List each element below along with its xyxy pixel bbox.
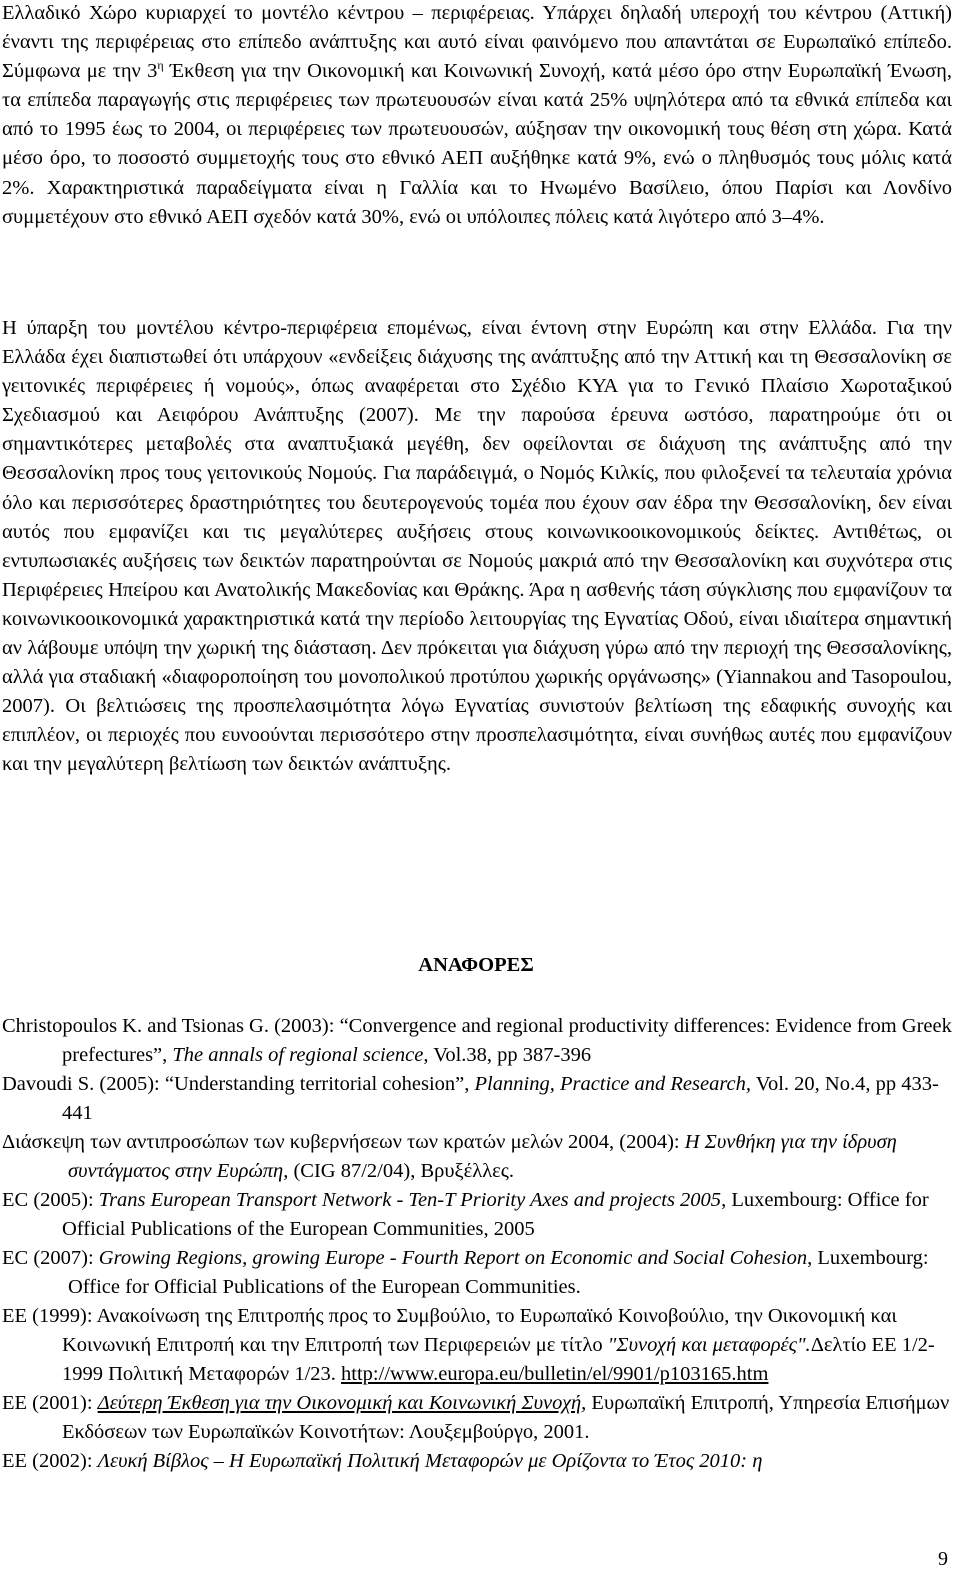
ref-text: EC (2007): xyxy=(2,1247,99,1269)
references-heading: ΑΝΑΦΟΡΕΣ xyxy=(418,954,534,976)
reference-link[interactable]: http://www.europa.eu/bulletin/el/9901/p103165.htm xyxy=(341,1363,769,1385)
ref-text: ΕΕ (2002): xyxy=(2,1450,98,1472)
ref-title: Trans European Transport Network - Ten-T Priority Axes and projects 2005 xyxy=(98,1189,722,1211)
reference-item xyxy=(2,1128,957,1186)
ref-title: Λευκή Βίβλος – Η Ευρωπαϊκή Πολιτική Μεταφορών με Ορίζοντα το Έτος 2010: η xyxy=(97,1450,763,1472)
reference-item xyxy=(2,1302,957,1389)
body-paragraph-2: Η ύπαρξη του μοντέλου κέντρο-περιφέρεια επομένως, είναι έντονη στην Ευρώπη και στην Ελλάδα. Για την Ελλάδα έχει διαπιστωθεί ότι υπάρχουν «ενδείξεις διάχυσης της ανάπτυξης από την Αττική και τη Θεσσαλονίκη σε γειτονικές περιφέρειες ή νομούς», όπως αναφέρεται στο Σχέδιο ΚΥΑ για το Γενικό Πλαίσιο Χωροταξικού Σχεδιασμού και Αειφόρου Ανάπτυξης (2007). Με την παρούσα έρευνα ωστόσο, παρατηρούμε ότι οι σημαντικότερες μεταβολές στα αναπτυξιακά μεγέθη, δεν οφείλονται σε διάχυση της ανάπτυξης από την Θεσσαλονίκη προς τους γειτονικούς Νομούς. Για παράδειγμά, ο Νομός Κιλκίς, που φιλοξενεί τα τελευταία χρόνια όλο και περισσότερες δραστηριότητες του δευτερογενούς τομέα που έχουν σαν έδρα την Θεσσαλονίκη, δεν είναι αυτός που εμφανίζει και τις μεγαλύτερες αυξήσεις στους κοινωνικοοικονομικούς δείκτες. Αντιθέτως, οι εντυπωσιακές αυξήσεις των δεικτών παρατηρούνται σε Νομούς μακριά από την Θεσσαλονίκη και συχνότερα στις Περιφέρειες Ηπείρου και Ανατολικής Μακεδονίας και Θράκης. Άρα η ασθενής τάση σύγκλισης που εμφανίζουν τα κοινωνικοοικονομικά χαρακτηριστικά κατά την περίοδο λειτουργίας της Εγνατίας Οδού, είναι ιδιαίτερα σημαντική αν λάβουμε υπόψη την χωρική της διάσταση. Δεν πρόκειται για διάχυση γύρω από την περιοχή της Θεσσαλονίκης, αλλά για σταδιακή «διαφοροποίηση του μονοπολικού προτύπου χωρικής οργάνωσης» (Yiannakou and Tasopoulou, 2007). Οι βελτιώσεις της προσπελασιμότητα λόγω Εγνατίας συνιστούν βελτίωση της εδαφικής συνοχής και επιπλέον, οι περιοχές που ευνοούνται περισσότερο στην προσπελασιμότητα, είναι συνήθως αυτές που εμφανίζουν και την μεγαλύτερη βελτίωση των δεικτών ανάπτυξης. xyxy=(2,317,952,776)
ref-text: (CIG 87/2/04), Βρυξέλλες. xyxy=(288,1160,514,1182)
p1-superscript: η xyxy=(157,58,164,73)
ref-title: Growing Regions, growing Europe - Fourth Report on Economic and Social Cohesion xyxy=(98,1247,808,1269)
ref-title: Η Συνθήκη για την ίδρυση συντάγματος στην Ευρώπη, xyxy=(68,1131,897,1182)
ref-text: Δελτίο ΕΕ 1/2-1999 Πολιτική Μεταφορών 1/23. xyxy=(62,1334,935,1385)
ref-title: "Συνοχή και μεταφορές". xyxy=(607,1334,811,1356)
p1-text-b: Έκθεση για την Οικονομική και Κοινωνική Συνοχή, κατά μέσο όρο στην Ευρωπαϊκή Ένωση, τα επίπεδα παραγωγής στις περιφέρειες των πρωτευουσών είναι κατά 25% υψηλότερα από τα εθνικά επίπεδα και από το 1995 έως το 2004, οι περιφέρειες των πρωτευουσών, αύξησαν την οικονομική τους θέση στη χώρα. Κατά μέσο όρο, το ποσοστό συμμετοχής τους στο εθνικό ΑΕΠ αυξήθηκε κατά 9%, ενώ ο πληθυσμός τους μόλις κατά 2%. Χαρακτηριστικά παραδείγματα είναι η Γαλλία και το Ηνωμένο Βασίλειο, όπου Παρίσι και Λονδίνο συμμετέχουν στο εθνικό ΑΕΠ σχεδόν κατά 30%, ενώ οι υπόλοιπες πόλεις κατά λιγότερο από 3–4%. xyxy=(2,60,952,228)
reference-item xyxy=(2,1012,957,1070)
reference-item xyxy=(2,1447,957,1476)
ref-text: Vol. 20, No.4, pp 433-441 xyxy=(62,1073,939,1124)
ref-text: , Luxembourg: Office for Official Publications of the European Communities, 2005 xyxy=(62,1189,929,1240)
ref-text: ΕΕ (1999): Ανακοίνωση της Επιτροπής προς το Συμβούλιο, το Ευρωπαϊκό Κοινοβούλιο, την Οικονομική και Κοινωνική Επιτροπή και την Επιτροπή των Περιφερειών με τίτλο xyxy=(2,1305,897,1356)
ref-title: Δεύτερη Έκθεση για την Οικονομική και Κοινωνική Συνοχή xyxy=(97,1392,582,1414)
page-number: 9 xyxy=(938,1548,948,1570)
references-list xyxy=(2,1012,957,1476)
ref-text: , Luxembourg: Office for Official Publications of the European Communities. xyxy=(68,1247,929,1298)
reference-item xyxy=(2,1389,957,1447)
ref-title: Planning, Practice and Research, xyxy=(474,1073,752,1095)
ref-text: EC (2005): xyxy=(2,1189,99,1211)
reference-item xyxy=(2,1070,957,1128)
ref-title: The annals of regional science xyxy=(172,1044,424,1066)
p1-text-a: Ελλαδικό Χώρο κυριαρχεί το μοντέλο κέντρου – περιφέρειας. Υπάρχει δηλαδή υπεροχή του κέντρου (Αττική) έναντι της περιφέρειας στο επίπεδο ανάπτυξης και αυτό είναι φαινόμενο που απαντάται σε Ευρωπαϊκό επίπεδο. Σύμφωνα με την 3 xyxy=(2,2,952,83)
ref-text: , Ευρωπαϊκή Επιτροπή, Υπηρεσία Επισήμων Εκδόσεων των Ευρωπαϊκών Κοινοτήτων: Λουξεμβούργο, 2001. xyxy=(62,1392,950,1443)
ref-text: ΕΕ (2001): xyxy=(2,1392,98,1414)
ref-text: , Vol.38, pp 387-396 xyxy=(423,1044,592,1066)
ref-text: Διάσκεψη των αντιπροσώπων των κυβερνήσεων των κρατών μελών 2004, (2004): xyxy=(2,1131,685,1153)
reference-item xyxy=(2,1244,957,1302)
body-paragraph-1 xyxy=(2,0,952,232)
ref-text: Christopoulos K. and Tsionas G. (2003): “Convergence and regional productivity differences: Evidence from Greek prefectures”, xyxy=(2,1015,952,1066)
reference-item xyxy=(2,1186,957,1244)
ref-text: Davoudi S. (2005): “Understanding territorial cohesion”, xyxy=(2,1073,475,1095)
